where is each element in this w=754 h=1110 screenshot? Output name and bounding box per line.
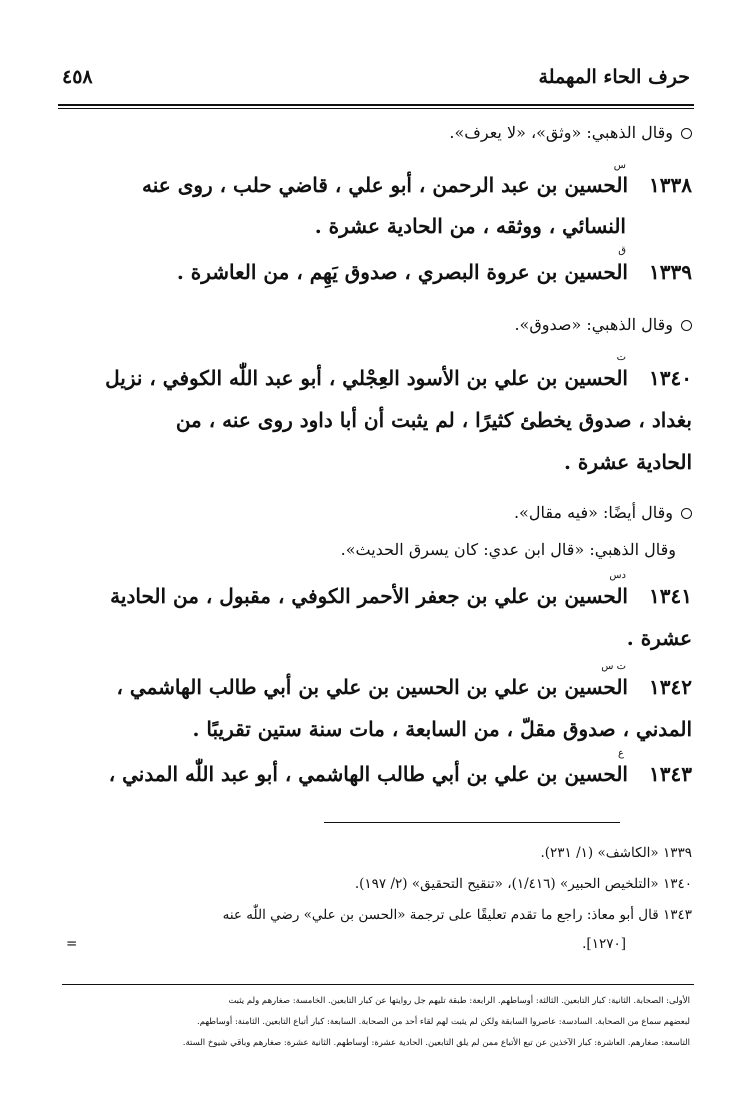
note-line: وقال الذهبي: «قال ابن عدي: كان يسرق الحديث». — [340, 540, 676, 559]
entry-line: المدني ، صدوق مقلّ ، من السابعة ، مات سنة ستين تقريبًا . — [192, 717, 692, 741]
entry-line: ١٣٣٨الحسين بن عبد الرحمن ، أبو علي ، قاضي حلب ، روى عنه — [142, 173, 692, 197]
bullet-circle-icon — [681, 320, 692, 331]
tabaqat-legend-line: لبعضهم سماع من الصحابة. السادسة: عاصروا السابقة ولكن لم يثبت لهم لقاء أحد من الصحابة. السابعة: كبار أتباع التابعين. الثامنة: أوساطهم. — [197, 1017, 690, 1027]
entry-line: الحادية عشرة . — [563, 450, 692, 474]
entry-number: ١٣٤٢ — [649, 675, 692, 699]
note-line: وقال الذهبي: «صدوق». — [514, 315, 692, 334]
narrator-symbol: س — [613, 160, 626, 171]
header-rule — [58, 104, 694, 106]
continuation-mark: = — [66, 936, 78, 952]
entry-line: النسائي ، ووثقه ، من الحادية عشرة . — [314, 214, 626, 238]
entry-number: ١٣٤٠ — [649, 366, 692, 390]
entry-line: ١٣٤٣الحسين بن علي بن أبي طالب الهاشمي ، أبو عبد اللّٰه المدني ، — [108, 762, 692, 786]
bullet-circle-icon — [681, 128, 692, 139]
header-rule-thin — [58, 108, 694, 109]
entry-line: عشرة . — [626, 626, 692, 650]
legend-rule — [62, 984, 694, 985]
note-line: وقال الذهبي: «وثق»، «لا يعرف». — [449, 123, 692, 142]
entry-line: بغداد ، صدوق يخطئ كثيرًا ، لم يثبت أن أبا داود روى عنه ، من — [175, 408, 692, 432]
entry-line: ١٣٤٠الحسين بن علي بن الأسود العِجْلي ، أبو عبد اللّٰه الكوفي ، نزيل — [105, 366, 692, 390]
footnote: ١٣٤٠ «التلخيص الحبير» (١/٤١٦)، «تنقيح التحقيق» (٢/ ١٩٧). — [354, 876, 692, 892]
entry-line: ١٣٤١الحسين بن علي بن جعفر الأحمر الكوفي ، مقبول ، من الحادية — [110, 584, 692, 608]
tabaqat-legend-line: الأولى: الصحابة. الثانية: كبار التابعين. الثالثة: أوساطهم. الرابعة: طبقة تليهم جل روايتها عن كبار التابعين. الخامسة: صغارهم ولم يثبت — [228, 996, 690, 1006]
entry-line: ١٣٤٢الحسين بن علي بن الحسين بن علي بن أبي طالب الهاشمي ، — [116, 675, 692, 699]
note-line: وقال أيضًا: «فيه مقال». — [514, 503, 692, 522]
entry-number: ١٣٤٣ — [649, 762, 692, 786]
narrator-symbol: دس — [609, 570, 626, 581]
footnote: ١٣٤٣ قال أبو معاذ: راجع ما تقدم تعليقًا على ترجمة «الحسن بن علي» رضي اللّٰه عنه — [222, 907, 692, 923]
footnote-continuation: [١٢٧٠]. — [582, 936, 626, 952]
entry-line: ١٣٣٩الحسين بن عروة البصري ، صدوق يَهِم ، من العاشرة . — [176, 260, 692, 284]
narrator-symbol: ت س — [601, 661, 626, 672]
narrator-symbol: ت — [616, 352, 626, 363]
entry-number: ١٣٤١ — [649, 584, 692, 608]
narrator-symbol: ق — [618, 245, 626, 256]
bullet-circle-icon — [681, 508, 692, 519]
page-number: ٤٥٨ — [62, 66, 93, 88]
running-title: حرف الحاء المهملة — [538, 66, 690, 88]
entry-number: ١٣٣٨ — [649, 173, 692, 197]
entry-number: ١٣٣٩ — [649, 260, 692, 284]
footnote-rule — [324, 822, 620, 823]
footnote: ١٣٣٩ «الكاشف» (١/ ٢٣١). — [540, 845, 692, 861]
tabaqat-legend-line: التاسعة: صغارهم. العاشرة: كبار الآخذين عن تبع الأتباع ممن لم يلق التابعين. الحادية عشرة: أوساطهم. الثانية عشرة: صغارهم وباقي شيوخ الستة. — [182, 1038, 690, 1048]
narrator-symbol: ع — [618, 748, 624, 759]
